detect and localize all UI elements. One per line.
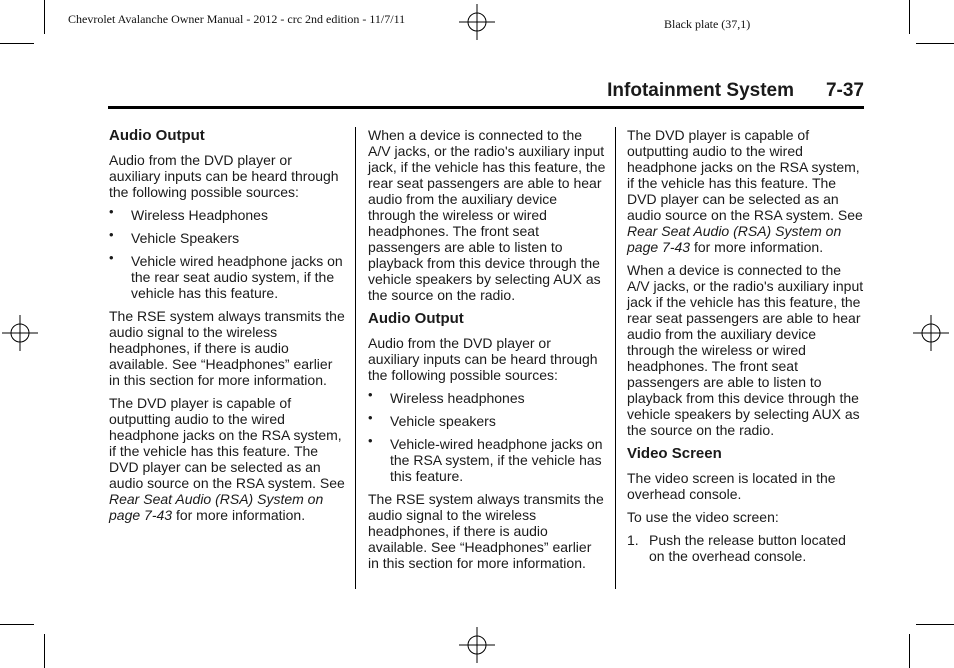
paragraph: Audio from the DVD player or auxiliary inputs can be heard through the following possible sources: xyxy=(368,335,598,383)
section-heading: Audio Output xyxy=(109,127,205,144)
list-item xyxy=(368,410,606,429)
column-2 xyxy=(368,127,606,578)
list-item xyxy=(109,227,345,246)
crop-mark xyxy=(0,43,34,44)
crop-mark xyxy=(44,634,45,668)
list-item xyxy=(627,532,865,564)
bullet-icon: • xyxy=(368,433,373,448)
cross-reference-link[interactable]: Rear Seat Audio (RSA) System on page 7‑43 xyxy=(627,223,842,255)
numbered-list xyxy=(627,532,865,564)
paragraph-text: for more information. xyxy=(690,239,824,255)
page-number: 7-37 xyxy=(825,80,864,101)
crop-mark xyxy=(44,0,45,34)
step-number: 1. xyxy=(627,532,639,548)
registration-mark-icon xyxy=(459,4,495,40)
list-item-text: Vehicle Speakers xyxy=(131,230,240,246)
crop-mark xyxy=(909,634,910,668)
crop-mark xyxy=(916,624,954,625)
crop-mark xyxy=(0,624,34,625)
list-item-text: Vehicle speakers xyxy=(390,413,496,429)
list-item xyxy=(368,433,606,484)
bullet-list xyxy=(109,204,345,301)
plate-label: Black plate (37,1) xyxy=(664,17,751,31)
list-item-text: Push the release button located on the overhead console. xyxy=(649,532,846,564)
bullet-icon: • xyxy=(109,250,114,265)
plate-info: Chevrolet Avalanche Owner Manual - 2012 - crc 2nd edition - 11/7/11 xyxy=(68,12,406,26)
bullet-icon: • xyxy=(368,387,373,402)
paragraph-text: The DVD player is capable of outputting audio to the wired headphone jacks on the RSA system, if the vehicle has this feature. The DVD player can be selected as an audio source on the RSA system. See xyxy=(109,395,345,491)
registration-mark-icon xyxy=(913,315,949,351)
paragraph: The RSE system always transmits the audio signal to the wireless headphones, if there is audio available. See “Headphones” earlier in this section for more information. xyxy=(109,308,345,388)
paragraph: To use the video screen: xyxy=(627,509,779,525)
list-item-text: Wireless headphones xyxy=(390,390,525,406)
column-divider xyxy=(615,127,616,589)
paragraph: When a device is connected to the A/V jacks, or the radio's auxiliary input jack, if the vehicle has this feature, the rear seat passengers are able to hear audio from the auxiliary device through the wireless or wired headphones. The front seat passengers are able to listen to playback from this device through the vehicle speakers by selecting AUX as the source on the radio. xyxy=(368,127,606,303)
list-item-text: Vehicle wired headphone jacks on the rear seat audio system, if the vehicle has this feature. xyxy=(131,253,343,301)
paragraph xyxy=(627,127,865,255)
bullet-list xyxy=(368,387,606,484)
paragraph: Audio from the DVD player or auxiliary inputs can be heard through the following possible sources: xyxy=(109,152,339,200)
paragraph-text: The DVD player is capable of outputting audio to the wired headphone jacks on the RSA system, if the vehicle has this feature. The DVD player can be selected as an audio source on the RSA system. See xyxy=(627,127,863,223)
crop-mark xyxy=(916,43,954,44)
column-1 xyxy=(109,127,345,530)
section-title: Infotainment System xyxy=(607,80,794,101)
paragraph: When a device is connected to the A/V jacks, or the radio's auxiliary input jack if the vehicle has this feature, the rear seat passengers are able to hear audio from the auxiliary device through the wireless or wired headphones. The front seat passengers are able to listen to playback from this device through the vehicle speakers by selecting AUX as the source on the radio. xyxy=(627,262,864,438)
list-item xyxy=(368,387,606,406)
list-item-text: Wireless Headphones xyxy=(131,207,268,223)
section-heading: Audio Output xyxy=(368,310,464,327)
bullet-icon: • xyxy=(109,204,114,219)
paragraph: The video screen is located in the overhead console. xyxy=(627,470,836,502)
list-item-text: Vehicle-wired headphone jacks on the RSA system, if the vehicle has this feature. xyxy=(390,436,603,484)
page-header xyxy=(108,80,864,109)
list-item xyxy=(109,250,345,301)
bullet-icon: • xyxy=(368,410,373,425)
column-divider xyxy=(355,127,356,589)
cross-reference-link[interactable]: Rear Seat Audio (RSA) System on page 7‑43 xyxy=(109,491,324,523)
paragraph: The RSE system always transmits the audio signal to the wireless headphones, if there is audio available. See “Headphones” earlier in this section for more information. xyxy=(368,491,604,571)
bullet-icon: • xyxy=(109,227,114,242)
paragraph-text: for more information. xyxy=(172,507,306,523)
paragraph xyxy=(109,395,345,523)
registration-mark-icon xyxy=(2,315,38,351)
list-item xyxy=(109,204,345,223)
registration-mark-icon xyxy=(459,627,495,663)
crop-mark xyxy=(909,0,910,34)
section-heading: Video Screen xyxy=(627,445,722,462)
column-3 xyxy=(627,127,865,564)
